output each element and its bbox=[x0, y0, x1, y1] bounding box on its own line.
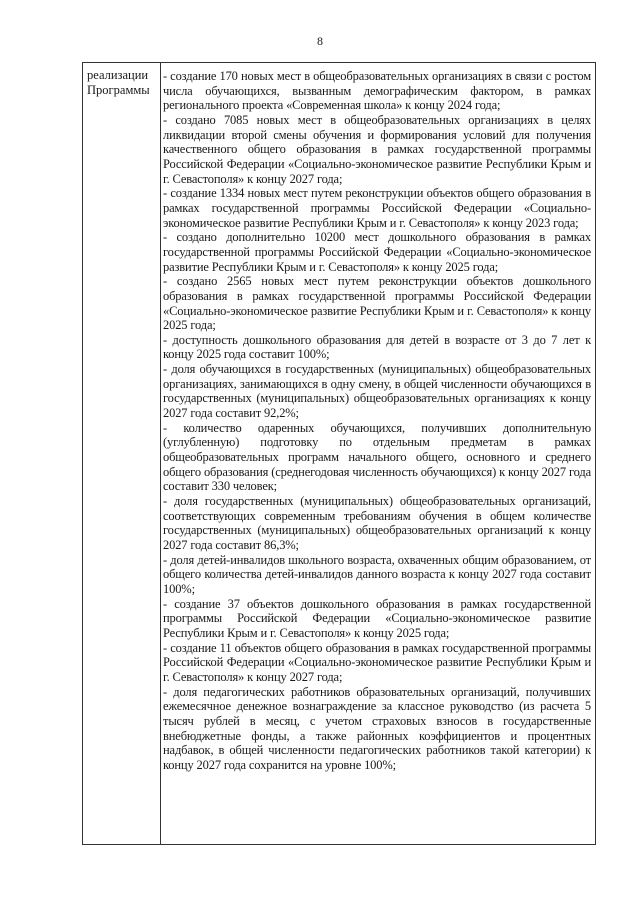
list-item: - создано 7085 новых мест в общеобразовательных организациях в целях ликвидации второй смены обучения и формирования условий для получения качественного общего образования в рамках государственной программы Российской Федерации «Социально-экономическое развитие Республики Крым и г. Севастополя» к концу 2027 года; bbox=[163, 112, 591, 186]
list-item: - количество одаренных обучающихся, получивших дополнительную (углубленную) подготовку по отдельным предметам в рамках общеобразовательных программ начального общего, основного и среднего общего образования (среднегодовая численность обучающихся) к концу 2027 года составит 330 человек; bbox=[163, 420, 591, 494]
list-item: - доля детей-инвалидов школьного возраста, охваченных общим образованием, от общего количества детей-инвалидов данного возраста к концу 2027 года составит 100%; bbox=[163, 552, 591, 596]
list-item: - создание 11 объектов общего образования в рамках государственной программы Российской Федерации «Социально-экономическое развитие Республики Крым и г. Севастополя» к концу 2027 года; bbox=[163, 640, 591, 684]
section-label: реализации Программы bbox=[87, 68, 150, 97]
list-item: - доля государственных (муниципальных) общеобразовательных организаций, соответствующих современным требованиям обучения в общем количестве государственных (муниципальных) общеобразовательных организаций к концу 2027 года составит 86,3%; bbox=[163, 494, 591, 552]
page-number: 8 bbox=[317, 34, 323, 48]
program-results-table bbox=[82, 62, 596, 845]
column-divider bbox=[160, 63, 161, 844]
list-item: - создание 170 новых мест в общеобразовательных организациях в связи с ростом числа обучающихся, вызванным демографическим фактором, в рамках регионального проекта «Современная школа» к концу 2024 года; bbox=[163, 69, 591, 113]
list-item: - доступность дошкольного образования для детей в возрасте от 3 до 7 лет к концу 2025 года составит 100%; bbox=[163, 332, 591, 362]
list-item: - создано дополнительно 10200 мест дошкольного образования в рамках государственной программы Российской Федерации «Социально-экономическое развитие Республики Крым и г. Севастополя» к концу 2025 года; bbox=[163, 230, 591, 274]
list-item: - доля обучающихся в государственных (муниципальных) общеобразовательных организациях, занимающихся в одну смену, в общей численности обучающихся в государственных (муниципальных) общеобразовательных организациях к концу 2027 года составит 92,2%; bbox=[163, 362, 591, 421]
list-item: - создание 1334 новых мест путем реконструкции объектов общего образования в рамках государственной программы Российской Федерации «Социально-экономическое развитие Республики Крым и г. Севастополя» к концу 2023 года; bbox=[163, 186, 591, 230]
results-list bbox=[163, 69, 591, 773]
list-item: - создано 2565 новых мест путем реконструкции объектов дошкольного образования в рамках государственной программы Российской Федерации «Социально-экономическое развитие Республики Крым и г. Севастополя» к концу 2025 года; bbox=[163, 274, 591, 333]
list-item: - доля педагогических работников образовательных организаций, получивших ежемесячное денежное вознаграждение за классное руководство (из расчета 5 тысяч рублей в месяц, с учетом страховых взносов в государственные внебюджетные фонды, а также районных коэффициентов и процентных надбавок, в общей численности педагогических работников такой категории) к концу 2027 года сохранится на уровне 100%; bbox=[163, 684, 591, 772]
list-item: - создание 37 объектов дошкольного образования в рамках государственной программы Российской Федерации «Социально-экономическое развитие Республики Крым и г. Севастополя» к концу 2025 года; bbox=[163, 596, 591, 640]
